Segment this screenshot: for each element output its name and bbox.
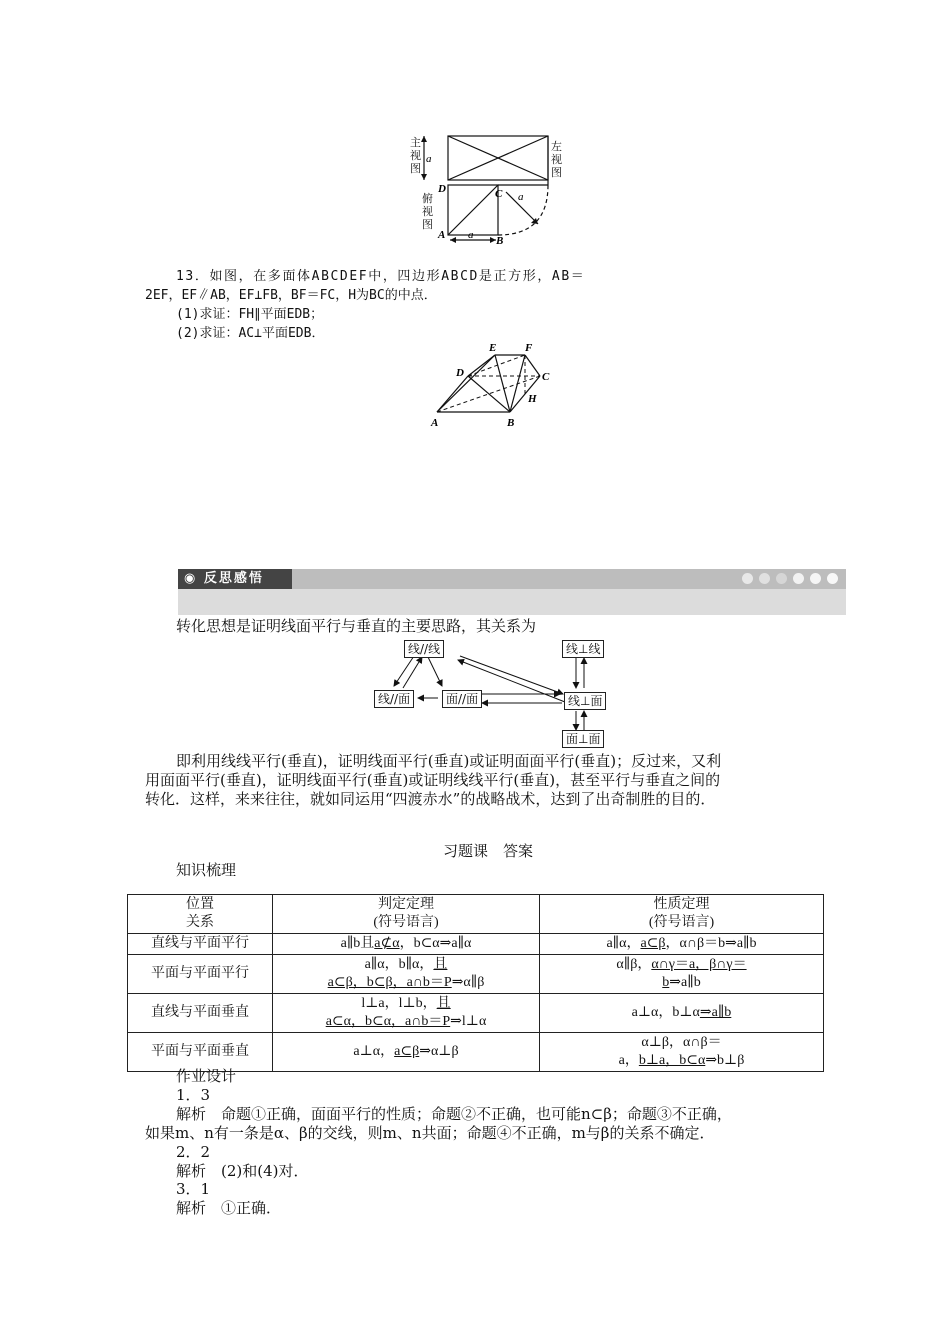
polyhedron-svg <box>425 340 565 430</box>
answer-2-explain: 解析 (2)和(4)对． <box>176 1162 309 1180</box>
flow-line-line-parallel: 线//线 <box>404 640 444 658</box>
answer-3: 3．1 <box>176 1180 211 1198</box>
problem-13-part1: (1)求证：FH∥平面EDB； <box>176 307 324 322</box>
table-cell: a∥b且a⊄α，b⊂α⇒a∥α <box>273 934 540 955</box>
vertex-A: A <box>431 417 439 429</box>
table-cell: a∥α，a⊂β，α∩β＝b⇒a∥b <box>540 934 824 955</box>
answers-title: 习题课 答案 <box>443 842 534 860</box>
vertex-F: F <box>525 342 533 354</box>
table-cell: a⊥α，a⊂β⇒α⊥β <box>273 1033 540 1072</box>
table-cell: α⊥β，α∩β＝ a，b⊥a，b⊂α⇒b⊥β <box>540 1033 824 1072</box>
label-a-radius: a <box>518 191 524 203</box>
answer-1-explain-line1: 解析 命题①正确，面面平行的性质；命题②不正确，也可能n⊂β；命题③不正确， <box>176 1105 732 1123</box>
problem-13-part2: (2)求证：AC⊥平面EDB． <box>176 326 325 341</box>
banner-dot-icon <box>793 573 804 584</box>
answer-1: 1．3 <box>176 1086 211 1104</box>
table-cell: 直线与平面垂直 <box>128 994 273 1033</box>
reflection-para-line2: 用面面平行(垂直)，证明线面平行(垂直)或证明线线平行(垂直)，甚至平行与垂直之间的 <box>145 771 721 789</box>
label-a-height: a <box>426 153 432 165</box>
banner-dot-icon <box>827 573 838 584</box>
three-view-figure <box>410 130 580 248</box>
label-a-width: a <box>468 229 474 241</box>
main-view-label: 主视图 <box>410 136 421 175</box>
problem-13-line1: 13．如图，在多面体ABCDEF中，四边形ABCD是正方形，AB＝ <box>176 269 586 284</box>
table-header-cell: 判定定理 (符号语言) <box>273 895 540 934</box>
reflection-para-line1: 即利用线线平行(垂直)，证明线面平行(垂直)或证明面面平行(垂直)；反过来，又利 <box>176 752 722 770</box>
flow-line-plane-parallel: 线//面 <box>374 690 414 708</box>
polyhedron-figure <box>425 340 565 430</box>
banner-dots <box>742 573 838 584</box>
knowledge-table <box>127 894 824 1072</box>
table-row <box>128 994 824 1033</box>
reflection-para-line3: 转化．这样，来来往往，就如同运用“四渡赤水”的战略战术，达到了出奇制胜的目的． <box>145 790 716 808</box>
table-cell: 直线与平面平行 <box>128 934 273 955</box>
label-B: B <box>496 235 504 247</box>
label-D: D <box>438 183 446 195</box>
relation-diagram <box>370 636 610 751</box>
vertex-E: E <box>489 342 497 354</box>
table-cell: 平面与平面垂直 <box>128 1033 273 1072</box>
table-cell: l⊥a，l⊥b，且 a⊂α，b⊂α，a∩b＝P⇒l⊥α <box>273 994 540 1033</box>
reflection-intro: 转化思想是证明线面平行与垂直的主要思路，其关系为 <box>176 617 537 635</box>
label-A: A <box>438 229 446 241</box>
vertex-D: D <box>456 367 464 379</box>
table-cell: α∥β，α∩γ＝a，β∩γ＝ b⇒a∥b <box>540 955 824 994</box>
table-row <box>128 955 824 994</box>
label-C: C <box>495 188 503 200</box>
left-view-label: 左视图 <box>551 140 562 179</box>
banner-dot-icon <box>776 573 787 584</box>
flow-line-plane-perp: 线⊥面 <box>564 692 606 710</box>
answer-2: 2．2 <box>176 1143 211 1161</box>
homework-heading: 作业设计 <box>176 1067 237 1085</box>
banner-top-strip <box>178 569 846 589</box>
flow-line-line-perp: 线⊥线 <box>562 640 604 658</box>
table-cell: 平面与平面平行 <box>128 955 273 994</box>
top-view-label: 俯视图 <box>422 192 433 231</box>
table-header-cell: 位置 关系 <box>128 895 273 934</box>
vertex-B: B <box>507 417 515 429</box>
vertex-H: H <box>528 393 537 405</box>
table-cell: a∥α，b∥α，且 a⊂β，b⊂β，a∩b＝P⇒α∥β <box>273 955 540 994</box>
table-cell: a⊥α，b⊥α⇒a∥b <box>540 994 824 1033</box>
problem-13-line2: 2EF，EF∥AB，EF⊥FB，BF＝FC，H为BC的中点． <box>145 288 437 303</box>
banner-title: ◉ 反思感悟 <box>178 569 292 589</box>
table-row <box>128 934 824 955</box>
vertex-C: C <box>542 371 550 383</box>
banner-dot-icon <box>742 573 753 584</box>
table-header-cell: 性质定理 (符号语言) <box>540 895 824 934</box>
answer-1-explain-line2: 如果m、n有一条是α、β的交线，则m、n共面；命题④不正确，m与β的关系不确定． <box>145 1124 715 1142</box>
flow-plane-plane-perp: 面⊥面 <box>562 730 604 748</box>
flow-plane-plane-parallel: 面//面 <box>442 690 482 708</box>
table-header-row <box>128 895 824 934</box>
banner-dot-icon <box>810 573 821 584</box>
answers-subtitle: 知识梳理 <box>176 861 237 879</box>
banner-dot-icon <box>759 573 770 584</box>
reflection-banner <box>178 569 846 615</box>
answer-3-explain: 解析 ①正确． <box>176 1199 282 1217</box>
